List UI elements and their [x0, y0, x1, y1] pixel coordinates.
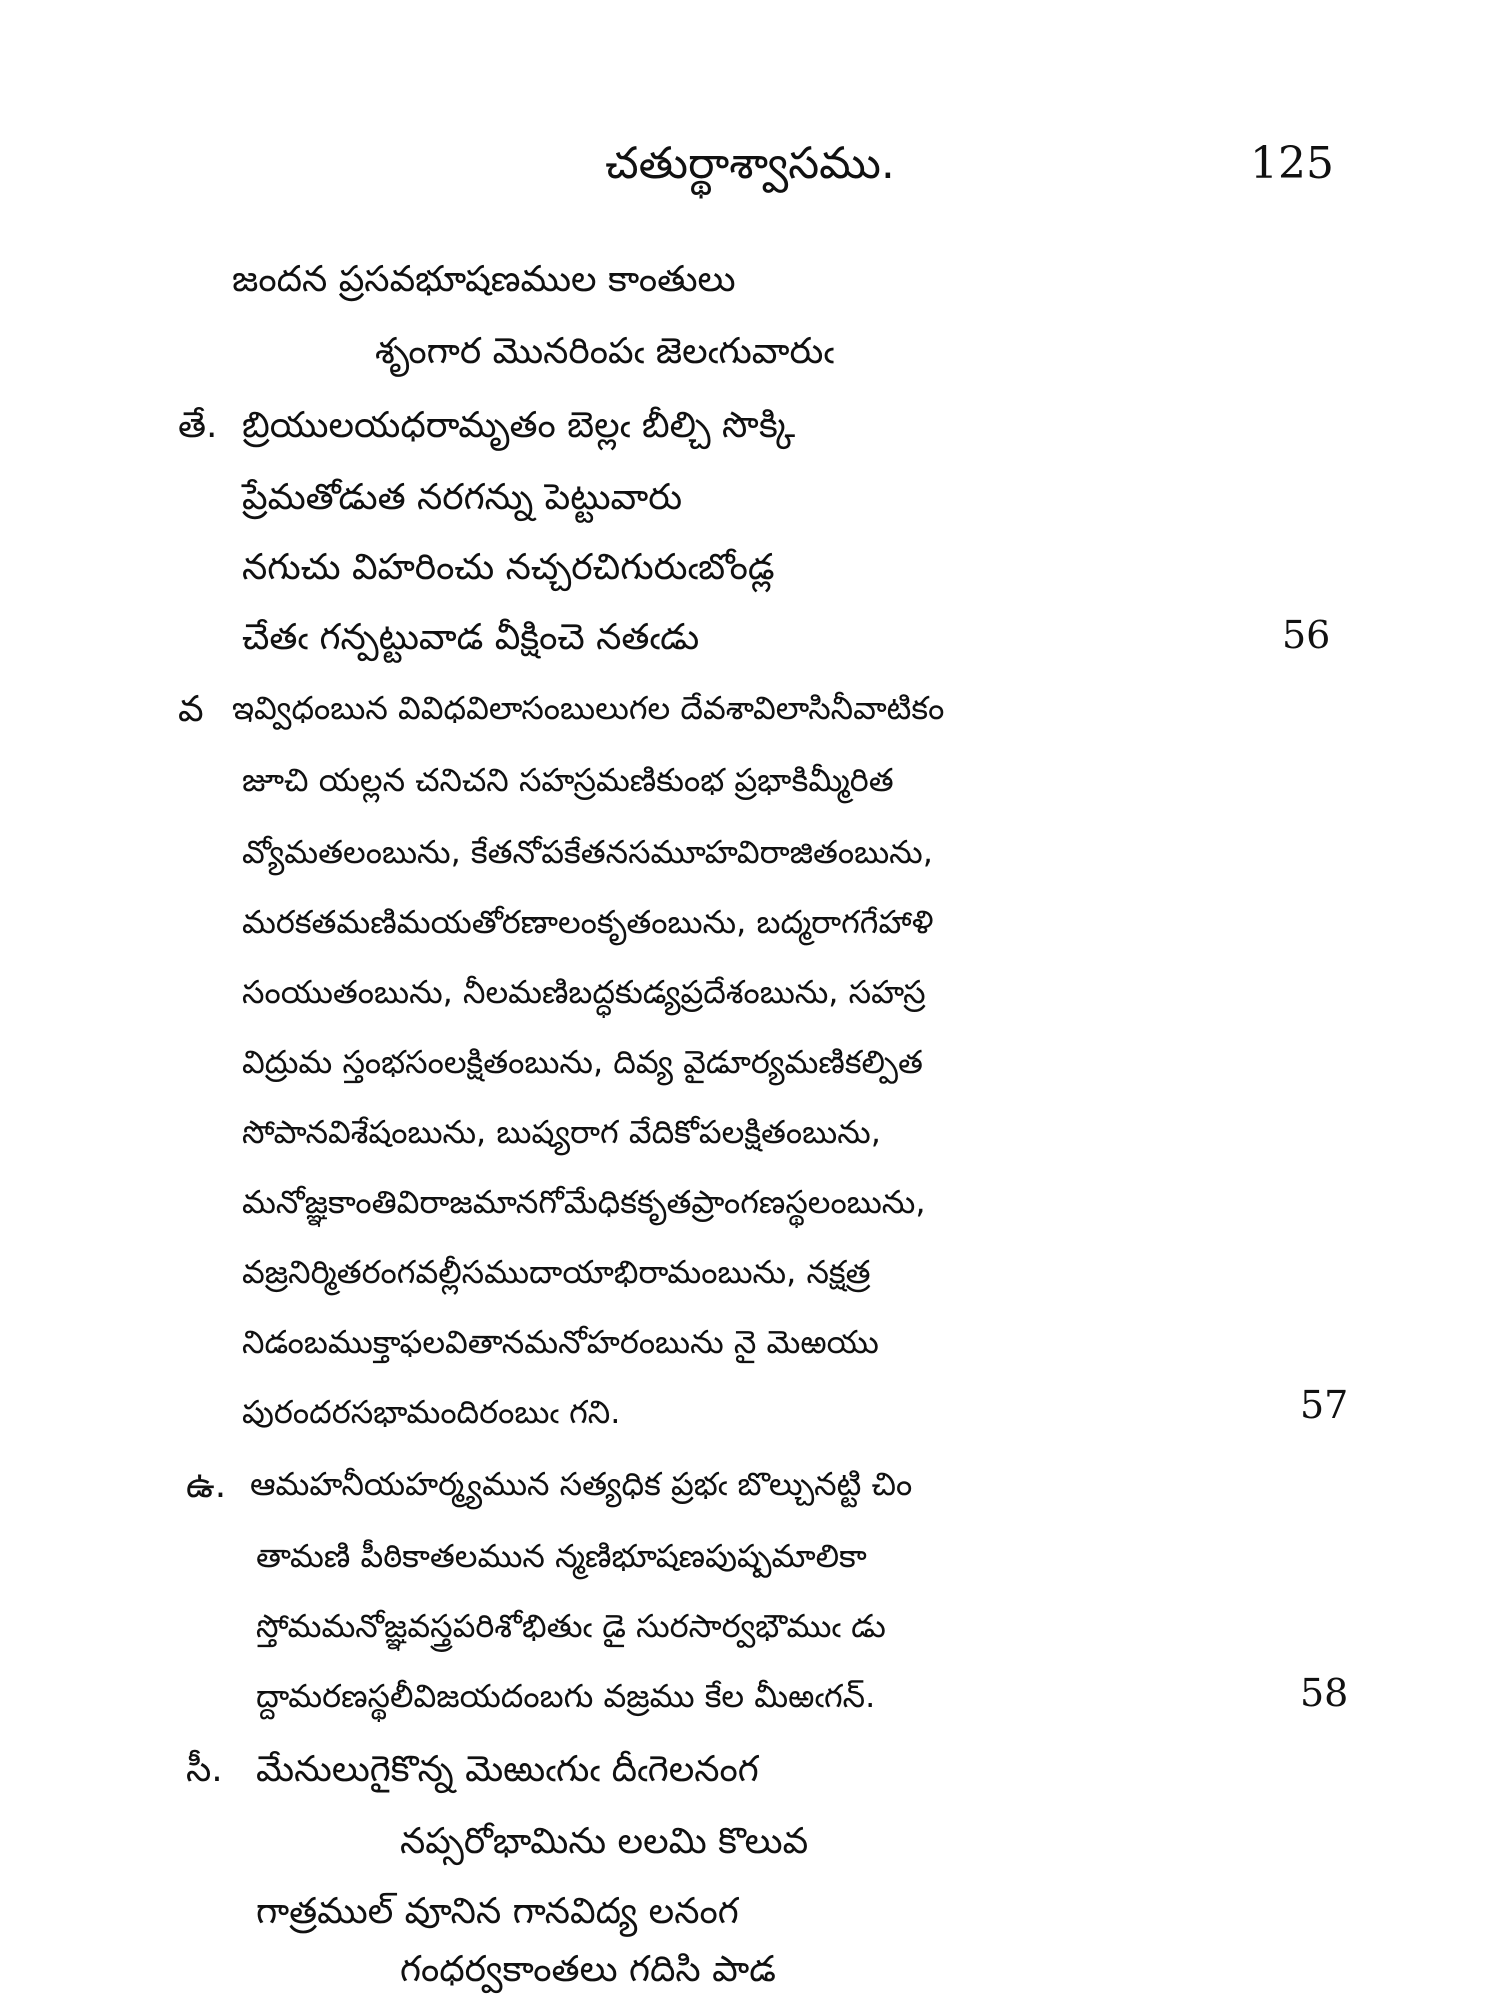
page-number: 125 — [1250, 138, 1334, 189]
text-line: నిడంబముక్తాఫలవితానమనోహరంబును నై మెఱయు — [242, 1323, 879, 1361]
text-line: ద్దామరణస్థలీవిజయదంబగు వజ్రము కేల మీఱఁగన్. — [256, 1677, 876, 1715]
verse-number: 58 — [1300, 1671, 1349, 1715]
text-line: జూచి యల్లన చనిచని సహస్రమణికుంభ ప్రభాకిమ్మీరిత — [242, 761, 894, 799]
page-header-title: చతుర్థాశ్వాసము. — [605, 138, 895, 189]
verse-number: 56 — [1282, 613, 1331, 657]
text-line: పురందరసభామందిరంబుఁ గని. — [242, 1393, 621, 1431]
text-line: వజ్రనిర్మితరంగవల్లీసముదాయాభిరామంబును, నక్షత్ర — [242, 1253, 871, 1291]
text-line: శృంగార మొనరింపఁ జెలఁగువారుఁ — [375, 331, 835, 372]
verse-marker-u: ఉ. — [186, 1465, 227, 1506]
verse-marker-te: తే. — [178, 405, 218, 446]
text-line: సోపానవిశేషంబును, బుష్యరాగ వేదికోపలక్షితంబును, — [242, 1113, 881, 1151]
text-line: గంధర్వకాంతలు గదిసి పాడ — [400, 1949, 776, 1990]
text-line: తామణి పీఠికాతలమున న్మణిభూషణపుష్పమాలికా — [256, 1537, 867, 1575]
text-line: విద్రుమ స్తంభసంలక్షితంబును, దివ్య వైడూర్యమణికల్పిత — [242, 1043, 923, 1081]
verse-marker-va: వ — [178, 689, 204, 730]
text-line: చేతఁ గన్పట్టువాడ వీక్షించె నతఁడు — [242, 617, 700, 658]
text-line: గాత్రముల్ వూనిన గానవిద్య లనంగ — [256, 1891, 739, 1932]
text-line: వ్యోమతలంబును, కేతనోపకేతనసమూహవిరాజితంబును, — [242, 833, 933, 871]
verse-number: 57 — [1300, 1383, 1349, 1427]
text-line: స్తోమమనోజ్ఞవస్త్రపరిశోభితుఁ డై సురసార్వభౌముఁ డు — [256, 1607, 886, 1645]
text-line: జందన ప్రసవభూషణముల కాంతులు — [232, 259, 736, 300]
text-line: ఆమహనీయహర్మ్యమున సత్యధిక ప్రభఁ బొల్చునట్టి చిం — [250, 1465, 913, 1503]
text-line: నగుచు విహరించు నచ్చరచిగురుఁబోండ్ల — [242, 547, 775, 588]
text-line: ప్రేమతోడుత నరగన్ను పెట్టువారు — [242, 477, 683, 518]
verse-marker-si: సీ. — [186, 1749, 223, 1790]
text-line: నప్సరోభామిను లలమి కొలువ — [400, 1821, 809, 1862]
text-line: మేనులుగైకొన్న మెఱుఁగుఁ దీఁగెలనంగ — [256, 1749, 759, 1790]
text-line: మరకతమణిమయతోరణాలంకృతంబును, బద్మరాగగేహాళి — [242, 903, 934, 941]
text-line: మనోజ్ఞకాంతివిరాజమానగోమేధికకృతప్రాంగణస్థలంబును, — [242, 1183, 926, 1221]
text-line: సంయుతంబును, నీలమణిబద్ధకుడ్యప్రదేశంబును, సహస్ర — [242, 973, 926, 1011]
text-line: ఇవ్విధంబున వివిధవిలాసంబులుగల దేవశావిలాసినీవాటికం — [232, 689, 945, 727]
text-line: బ్రియులయధరామృతం బెల్లఁ బీల్చి సొక్కి — [242, 405, 796, 446]
